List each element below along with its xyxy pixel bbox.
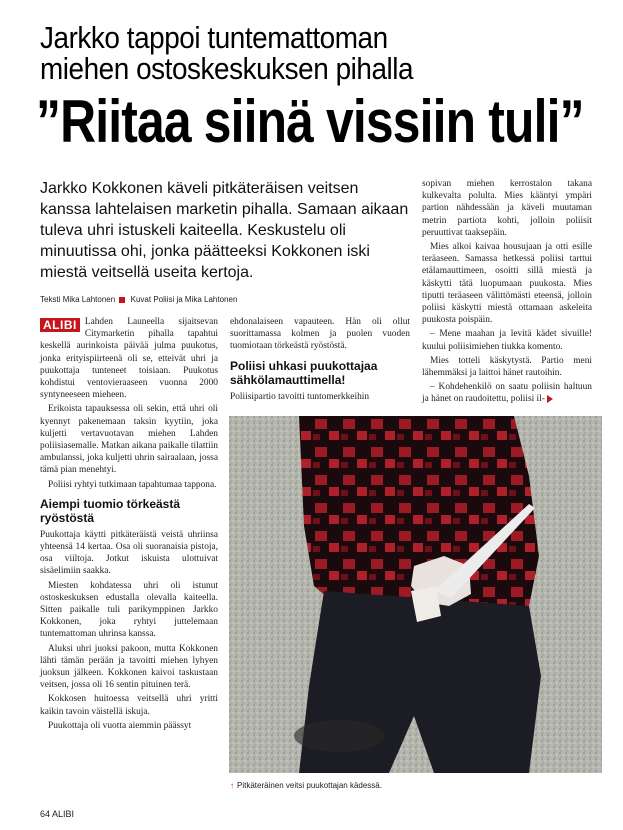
subheading: Poliisi uhkasi puukottajaa sähkölamauttimella! <box>230 358 378 387</box>
paragraph: Mies totteli käskytystä. Partio meni lähemmäksi ja laittoi hänet rautoihin. <box>422 355 592 379</box>
photo-illustration <box>229 416 602 773</box>
alibi-logo: ALIBI <box>40 318 80 332</box>
paragraph: Puukottaja käytti pitkäteräistä veistä uhriinsa yhteensä 14 kertaa. Osa oli suoranaisia pistoja, osa viiltoja. Jotkut iskuista ulottuivat sisäelimiin saakka. <box>40 529 218 577</box>
paragraph: Erikoista tapauksessa oli sekin, että uhri oli kyennyt pakenemaan taksin kyytiin, joka kuljetti vertavuotavan miehen Lahden poliisiasemalle. Matkan aikana paikalle tilattiin ambulanssi, joka kuljetti uhrin sairaalaan, jossa tämä pian menehtyi. <box>40 404 218 476</box>
article-lead: Jarkko Kokkonen käveli pitkäteräisen veitsen kanssa lahtelaisen marketin pihalla. Samaan aikaan tuleva uhri istuskeli kaiteella. Keskustelu oli minuutissa ohi, jonka päätteeksi Kokkonen iski miestä veitsellä useita kertoja. <box>40 180 409 281</box>
kicker-line-1: Jarkko tappoi tuntemattoman <box>40 20 388 55</box>
byline <box>40 295 412 304</box>
continue-arrow-icon <box>547 395 553 403</box>
paragraph: Poliisi ryhtyi tutkimaan tapahtumaa tappona. <box>48 479 217 490</box>
byline-text-author: Mika Lahtonen <box>62 295 116 304</box>
caption-text: Pitkäteräinen veitsi puukottajan kädessä. <box>237 781 382 790</box>
magazine-name: ALIBI <box>52 809 75 819</box>
paragraph: ehdonalaiseen vapauteen. Hän oli ollut suorittamassa kolmen ja puolen vuoden tuomiotaan törkeästä ryöstöstä. <box>230 317 410 352</box>
photo-caption <box>230 781 602 790</box>
knife-photo <box>229 416 602 773</box>
article-column-1 <box>40 316 218 734</box>
kicker-line-2: miehen ostoskeskuksen pihalla <box>40 51 414 86</box>
paragraph: Mies alkoi kaivaa housujaan ja otti esille teräaseen. Samassa hetkessä poliisi tarttui etälamauttimeen, osoitti sillä miestä ja käskytti tätä luopumaan puukosta. Mies tiputti teräaseen välittömästi eteensä, jolloin poliisi käskytti miestä ottamaan askeleita puukosta poispäin. <box>422 242 592 326</box>
article-headline: ”Riitaa siinä vissiin tuli” <box>36 88 584 155</box>
byline-photo-label: Kuvat <box>130 295 152 304</box>
subheading: Aiempi tuomio törkeästä ryöstöstä <box>40 496 181 525</box>
byline-photo-author: Poliisi ja Mika Lahtonen <box>153 295 238 304</box>
page-footer <box>40 809 74 819</box>
paragraph: Puukottaja oli vuotta aiemmin päässyt <box>48 720 192 731</box>
red-square-icon <box>119 297 125 303</box>
byline-text-label: Teksti <box>40 295 61 304</box>
paragraph: – Mene maahan ja levitä kädet sivuille! kuului poliisimiehen tiukka komento. <box>422 329 592 352</box>
paragraph: – Kohdehenkilö on saatu poliisin haltuun ja hänet on raudoitettu, poliisi il- <box>422 382 592 405</box>
paragraph: sopivan miehen kerrostalon takana kulkevalta polulta. Mies kääntyi ympäri partion nähdessään ja käveli muutaman metrin partiota kohti, jolloin poliisit peruuttivat taaksepäin. <box>422 179 592 238</box>
paragraph: Kokkosen huitoessa veitsellä uhri yritti kaikin tavoin väistellä iskuja. <box>40 694 218 717</box>
paragraph: ALIBI Lahden Launeella sijaitsevan Citymarketin pihalla tapahtui keskellä aurinkoista päivää julma puukotus, jonka erityispiirteenä oli se, etteivät uhri ja puukottaja tunteneet toisiaan. Puukotus kohdistui ventovieraaseen vuonna 2000 syntyneeseen mieheen. <box>40 317 218 401</box>
article-kicker <box>40 22 544 84</box>
page-number: 64 <box>40 809 51 819</box>
paragraph: Miesten kohdatessa uhri oli istunut ostoskeskuksen edustalla olevalla kaiteella. Sitten paikalle tuli parikymppinen Jarkko Kokkonen, joka ryhtyi juttelemaan tuntemattoman uhrinsa kanssa. <box>40 580 218 640</box>
paragraph: Aluksi uhri juoksi pakoon, mutta Kokkonen lähti tämän perään ja tavoitti miehen lyhyen juoksun jälkeen. Kokkonen kaivoi taskustaan veitsen, jossa oli 16 sentin pituinen terä. <box>40 643 218 691</box>
up-arrow-icon: ↑ <box>230 781 234 790</box>
article-column-2 <box>230 316 410 405</box>
article-column-3 <box>422 178 592 408</box>
paragraph: Poliisipartio tavoitti tuntomerkkeihin <box>230 391 370 402</box>
